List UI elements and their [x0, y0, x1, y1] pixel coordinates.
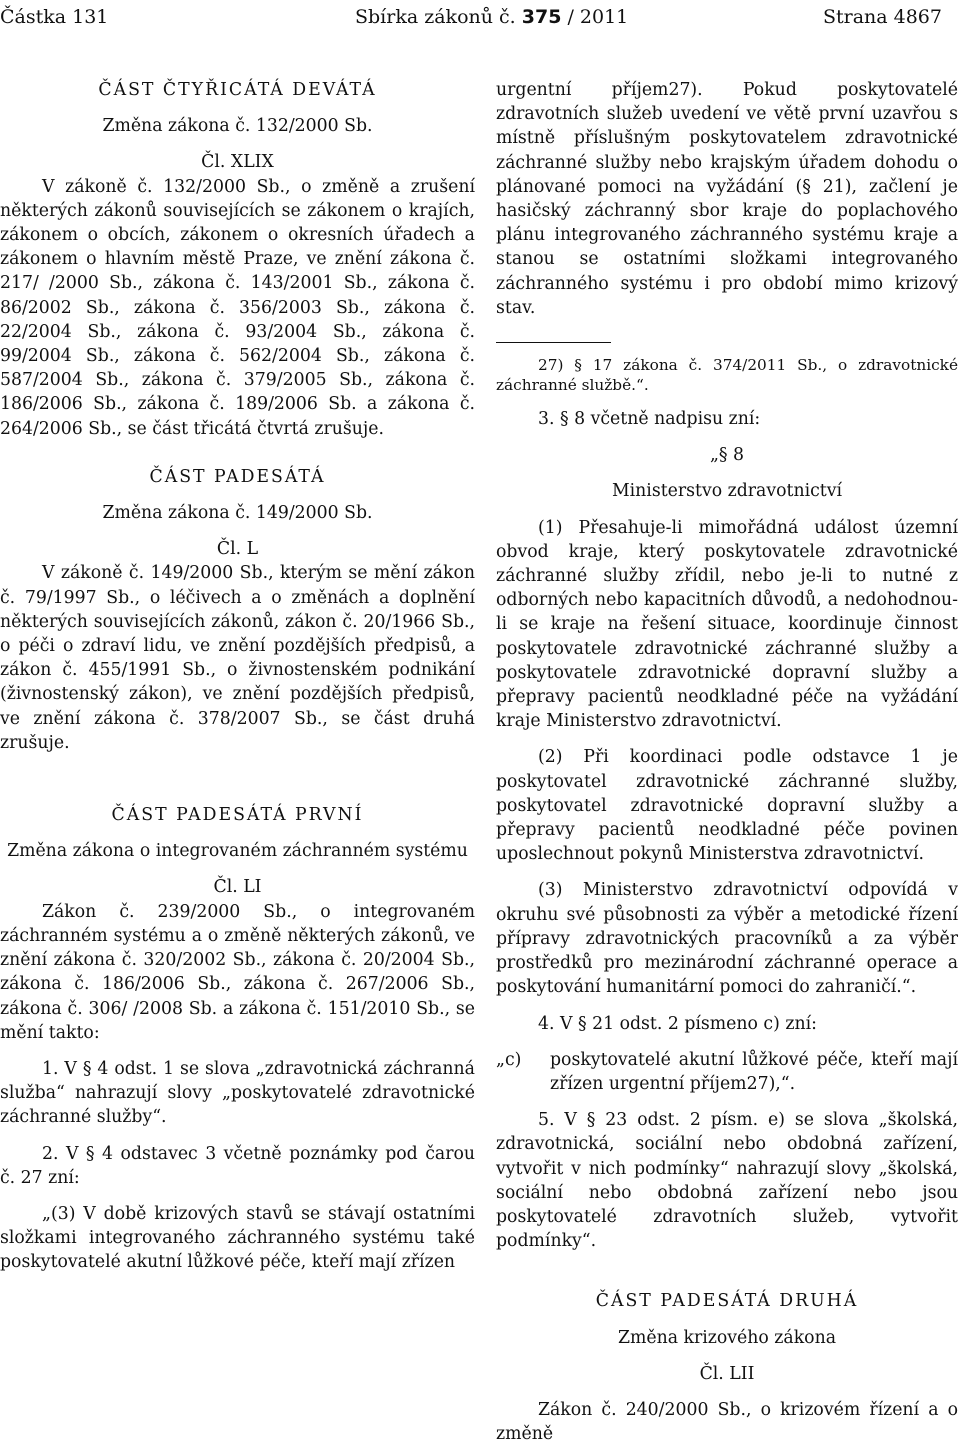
header-collection — [355, 4, 628, 30]
part-49-title: ČÁST ČTYŘICÁTÁ DEVÁTÁ — [98, 80, 377, 100]
item-4-letter-label: „c) — [496, 1049, 522, 1070]
part-51-text: Zákon č. 239/2000 Sb., o integrovaném záchranném systému a o změně některých zákonů, ve znění zákona č. 320/2002 Sb., zákona č. 20/2004 Sb., zákona č. 186/2006 Sb., zákona č. 267/2006 Sb., zákona č. 306/ /2008 Sb. a zákona č. 151/2010 Sb., se mění takto: — [0, 901, 475, 1043]
part-49-article: Čl. XLIX — [201, 152, 274, 173]
continued-text: urgentní příjem27). Pokud poskytovatelé zdravotních služeb uvedení ve větě první uzavřou s místně příslušným poskytovatelem zdravotnické záchranné služby nebo krajským úřadem dohodu o plánované pomoci na vyžádání (§ 21), začlení je hasičský záchranný sbor kraje do poplachového plánu integrovaného záchranného systému kraje a stanou se ostatními složkami integrovaného záchranného systému i pro období mimo krizový stav. — [496, 80, 958, 318]
section-8-title: „§ 8 — [709, 445, 745, 466]
left-column — [0, 78, 475, 1275]
item-4-letter-text: poskytovatelé akutní lůžkové péče, kteří mají zřízen urgentní příjem27),“. — [550, 1049, 958, 1094]
part-49-subtitle: Změna zákona č. 132/2000 Sb. — [102, 116, 373, 137]
part-50-title: ČÁST PADESÁTÁ — [149, 466, 326, 487]
section-8-heading: Ministerstvo zdravotnictví — [611, 481, 843, 502]
section-8-paragraph-3: (3) Ministerstvo zdravotnictví odpovídá v okruhu své působnosti za výběr a metodické řízení přípravy zdravotnických pracovníků a za výběr prostředků pro mezinárodní záchranné operace a poskytování humanitární pomoci do zahraničí.“. — [496, 880, 958, 998]
part-50-article: Čl. L — [216, 539, 259, 560]
part-51-subtitle: Změna zákona o integrovaném záchranném systému — [7, 841, 468, 862]
item-4-letter-c — [496, 1048, 958, 1096]
amendment-item-1: 1. V § 4 odst. 1 se slova „zdravotnická záchranná služba“ nahrazují slovy „poskytovatelé zdravotnické záchranné služby“. — [0, 1058, 475, 1128]
header-collection-prefix: Sbírka zákonů č. — [355, 6, 516, 28]
page-header — [0, 4, 960, 30]
amendment-item-4: 4. V § 21 odst. 2 písmeno c) zní: — [538, 1013, 817, 1034]
part-50-subtitle: Změna zákona č. 149/2000 Sb. — [102, 503, 373, 524]
part-52-text: Zákon č. 240/2000 Sb., o krizovém řízení a o změně — [496, 1399, 958, 1445]
part-51-article: Čl. LI — [213, 877, 262, 898]
footnote-divider — [496, 342, 611, 343]
part-51-title: ČÁST PADESÁTÁ PRVNÍ — [111, 805, 364, 826]
header-collection-suffix: / 2011 — [561, 6, 629, 28]
part-50-text: V zákoně č. 149/2000 Sb., kterým se mění zákon č. 79/1997 Sb., o léčivech a o změnách a doplnění některých souvisejících zákonů, zákon č. 20/1966 Sb., o péči o zdraví lidu, ve znění pozdějších předpisů, a zákon č. 455/1991 Sb., o živnostenském podnikání (živnostenský zákon), ve znění pozdějších předpisů, ve znění zákona č. 378/2007 Sb., se část druhá zrušuje. — [0, 563, 475, 753]
right-column — [496, 78, 958, 1446]
footnote-27: 27) § 17 zákona č. 374/2011 Sb., o zdravotnické záchranné službě.“. — [496, 356, 958, 395]
part-52-article: Čl. LII — [699, 1363, 755, 1384]
amendment-quote: „(3) V době krizových stavů se stávají ostatními složkami integrovaného záchranného systému také poskytovatelé akutní lůžkové péče, kteří mají zřízen — [0, 1203, 475, 1273]
part-52-subtitle: Změna krizového zákona — [617, 1327, 837, 1348]
amendment-item-2: 2. V § 4 odstavec 3 včetně poznámky pod čarou č. 27 zní: — [0, 1143, 475, 1188]
amendment-item-5: 5. V § 23 odst. 2 písm. e) se slova „školská, zdravotnická, sociální nebo obdobná zařízení, vytvořit v nich podmínky“ nahrazují slovy „školská, sociální nebo obdobná zařízení nebo jsou poskytovatelé zdravotních služeb, vytvořit podmínky“. — [496, 1110, 958, 1252]
part-49-text: V zákoně č. 132/2000 Sb., o změně a zrušení některých zákonů souvisejících se zákonem o krajích, zákonem o obcích, zákonem o okresních úřadech a zákonem o hlavním městě Praze, ve znění zákona č. 217/ /2000 Sb., zákona č. 143/2001 Sb., zákona č. 86/2002 Sb., zákona č. 356/2003 Sb., zákona č. 22/2004 Sb., zákona č. 93/2004 Sb., zákona č. 99/2004 Sb., zákona č. 562/2004 Sb., zákona č. 587/2004 Sb., zákona č. 379/2005 Sb., zákona č. 186/2006 Sb., zákona č. 189/2006 Sb. a zákona č. 264/2006 Sb., se část třicátá čtvrtá zrušuje. — [0, 176, 475, 439]
part-52-title: ČÁST PADESÁTÁ DRUHÁ — [595, 1291, 859, 1312]
amendment-item-3: 3. § 8 včetně nadpisu zní: — [538, 409, 761, 430]
section-8-paragraph-1: (1) Přesahuje-li mimořádná událost územní obvod kraje, který poskytovatele zdravotnické záchranné služby zřídil, nebo je-li to nutné z odborných nebo kapacitních důvodů, a nedohodnou-li se kraje na řešení situace, koordinuje činnost poskytovatele zdravotnické záchranné služby a poskytovatele zdravotnické dopravní služby a přepravy pacientů neodkladné péče na vyžádání kraje Ministerstvo zdravotnictví. — [496, 517, 958, 732]
header-page-number: Strana 4867 — [822, 6, 942, 28]
section-8-paragraph-2: (2) Při koordinaci podle odstavce 1 je poskytovatel zdravotnické záchranné služby, poskytovatel zdravotnické dopravní služby a přepravy pacientů neodkladné péče povinen uposlechnout pokynů Ministerstva zdravotnictví. — [496, 747, 958, 865]
header-issue: Částka 131 — [0, 6, 109, 28]
header-collection-number: 375 — [521, 6, 562, 28]
